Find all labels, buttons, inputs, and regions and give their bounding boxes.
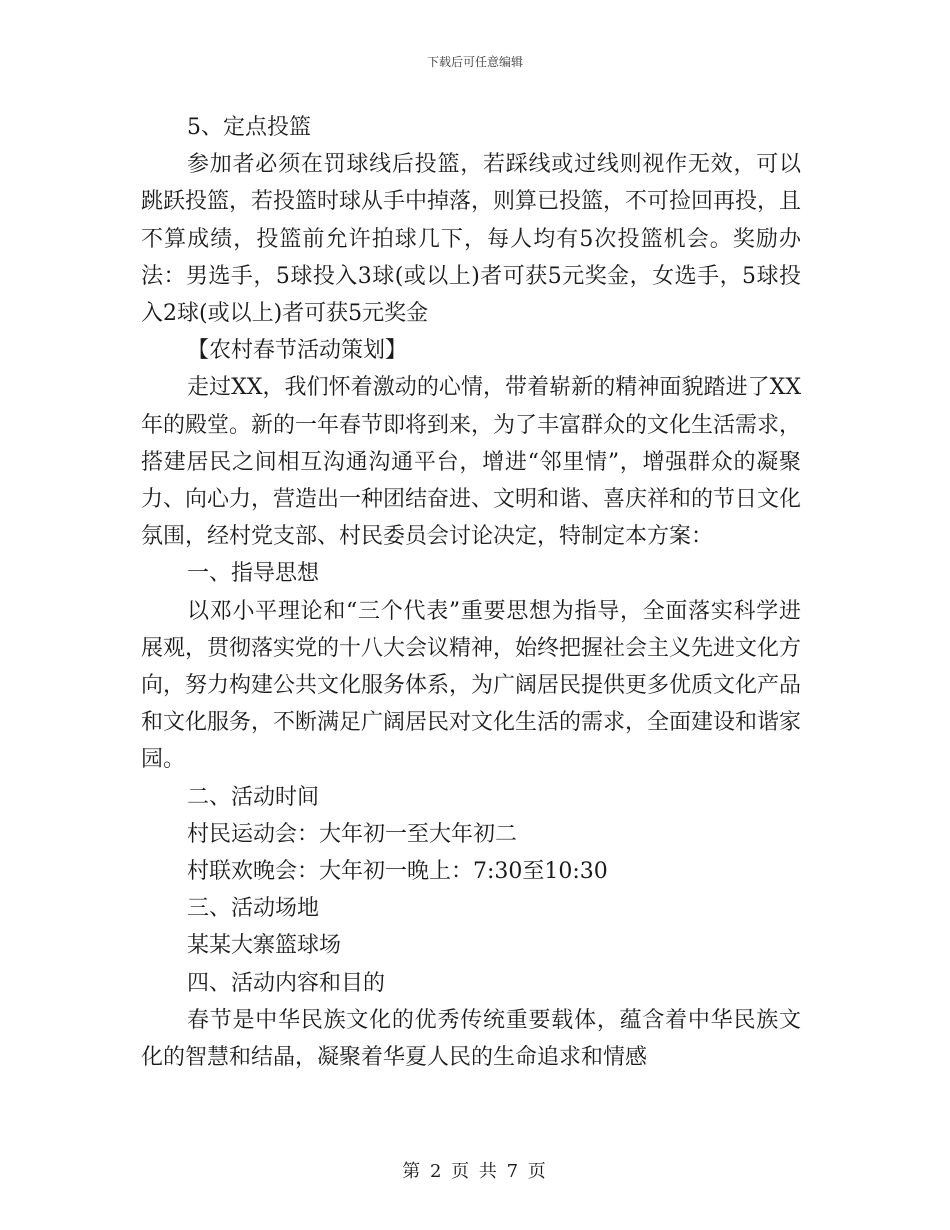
paragraph-introduction: 走过XX，我们怀着激动的心情，带着崭新的精神面貌踏进了XX年的殿堂。新的一年春节即将到来，为了丰富群众的文化生活需求，搭建居民之间相互沟通沟通平台，增进“邻里情”，增强群众的凝聚力、向心力，营造出一种团结奋进、文明和谐、喜庆祥和的节日文化氛围，经村党支部、村民委员会讨论决定，特制定本方案：	[141, 375, 802, 550]
section-heading-content-purpose: 四、活动内容和目的	[187, 970, 386, 996]
section-heading-guiding-thought: 一、指导思想	[187, 561, 320, 587]
line-sports-meeting-time: 村民运动会：大年初一至大年初二	[187, 821, 518, 847]
document-body	[141, 109, 801, 1076]
section-heading-venue: 三、活动场地	[187, 896, 320, 922]
section-title-spring-festival-plan: 【农村春节活动策划】	[187, 338, 408, 364]
paragraph-free-throw-rules: 参加者必须在罚球线后投篮，若踩线或过线则视作无效，可以跳跃投篮，若投篮时球从手中掉落，则算已投篮，不可捡回再投，且不算成绩，投篮前允许拍球几下，每人均有5次投篮机会。奖励办法：男选手，5球投入3球(或以上)者可获5元奖金，女选手，5球投入2球(或以上)者可获5元奖金	[141, 152, 802, 327]
header-note: 下载后可任意编辑	[426, 55, 523, 69]
section-heading-activity-time: 二、活动时间	[187, 784, 320, 810]
line-venue: 某某大寨篮球场	[187, 933, 342, 959]
paragraph-guiding-thought: 以邓小平理论和“三个代表”重要思想为指导，全面落实科学进展观，贯彻落实党的十八大会议精神，始终把握社会主义先进文化方向，努力构建公共文化服务体系，为广阔居民提供更多优质文化产品和文化服务，不断满足广阔居民对文化生活的需求，全面建设和谐家园。	[141, 598, 802, 773]
paragraph-content-purpose: 春节是中华民族文化的优秀传统重要载体，蕴含着中华民族文化的智慧和结晶，凝聚着华夏人民的生命追求和情感	[141, 1007, 801, 1071]
section-heading-free-throw: 5、定点投篮	[187, 115, 311, 140]
line-evening-party-time: 村联欢晚会：大年初一晚上：7:30至10:30	[187, 859, 608, 885]
page-number: 第 2 页 共 7 页	[402, 1161, 548, 1182]
